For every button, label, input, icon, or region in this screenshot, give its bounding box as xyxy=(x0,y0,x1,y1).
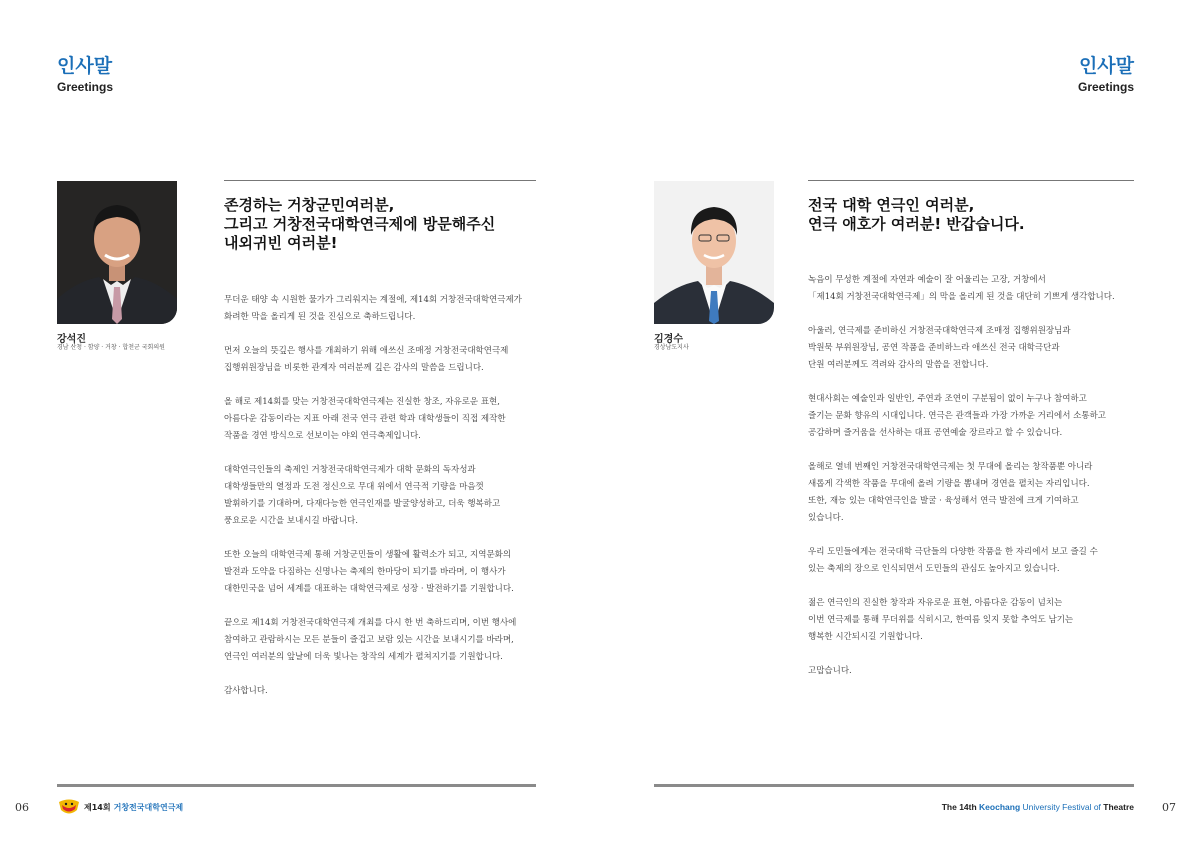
text-line: 행복한 시간되시길 기원합니다. xyxy=(808,632,923,642)
headline xyxy=(808,196,1025,234)
person-name: 김경수 xyxy=(654,334,683,345)
text-line: 집행위원장님을 비롯한 관계자 여러분께 깊은 감사의 말씀을 드립니다. xyxy=(224,363,484,373)
person-title: 경상남도지사 xyxy=(654,344,689,351)
bottom-rule xyxy=(654,784,1134,787)
paragraph xyxy=(224,547,544,598)
footer-brand xyxy=(942,802,1134,812)
headline-line: 존경하는 거창군민여러분, xyxy=(224,196,395,214)
paragraph xyxy=(224,683,544,700)
paragraph xyxy=(808,391,1138,442)
text-line: 이번 연극제를 통해 무더위를 식히시고, 한여름 잊지 못할 추억도 남기는 xyxy=(808,615,1074,625)
text-line: 「제14회 거창전국대학연극제」의 막을 올리게 된 것을 대단히 기쁘게 생각합니다. xyxy=(808,292,1115,302)
person-name: 강석진 xyxy=(57,334,86,345)
text-line: 발휘하기를 기대하며, 다재다능한 연극인재를 발굴양성하고, 더욱 행복하고 xyxy=(224,499,501,509)
text-line: 끝으로 제14회 거창전국대학연극제 개최를 다시 한 번 축하드리며, 이번 행사에 xyxy=(224,618,517,628)
headline-line: 연극 애호가 여러분! 반갑습니다. xyxy=(808,215,1025,233)
footer-edition: The 14th xyxy=(941,802,980,812)
page-number: 07 xyxy=(1162,801,1176,814)
paragraph xyxy=(808,595,1138,646)
paragraph xyxy=(808,272,1138,306)
text-line: 대학생들만의 열정과 도전 정신으로 무대 위에서 연극적 기량을 마음껏 xyxy=(224,482,484,492)
text-line: 우리 도민들에게는 전국대학 극단들의 다양한 작품을 한 자리에서 보고 즐길 수 xyxy=(808,547,1098,557)
festival-logo-icon xyxy=(58,798,80,816)
footer-theatre: Theatre xyxy=(1103,802,1134,812)
section-title xyxy=(1078,55,1134,95)
paragraph xyxy=(224,462,544,530)
footer-festival-name: University Festival of xyxy=(1020,802,1104,812)
portrait-photo xyxy=(654,181,774,324)
portrait-photo xyxy=(57,181,177,324)
top-rule xyxy=(808,180,1134,181)
text-line: 풍요로운 시간을 보내시길 바랍니다. xyxy=(224,516,358,526)
headline xyxy=(224,196,495,253)
text-line: 먼저 오늘의 뜻깊은 행사를 개최하기 위해 애쓰신 조매정 거창전국대학연극제 xyxy=(224,346,509,356)
bottom-rule xyxy=(57,784,536,787)
text-line: 또한 오늘의 대학연극제 통해 거창군민들이 생활에 활력소가 되고, 지역문화의 xyxy=(224,550,512,560)
top-rule xyxy=(224,180,536,181)
text-line: 고맙습니다. xyxy=(808,666,852,676)
text-line: 아름다운 감동이라는 지표 아래 전국 연극 관련 학과 대학생들이 직접 제작한 xyxy=(224,414,506,424)
section-title xyxy=(57,55,113,95)
section-title-english: Greetings xyxy=(1077,80,1134,94)
text-line: 연극인 여러분의 앞날에 더욱 빛나는 창작의 세계가 펼쳐지기를 기원합니다. xyxy=(224,652,503,662)
text-line: 있는 축제의 장으로 인식되면서 도민들의 관심도 높아지고 있습니다. xyxy=(808,564,1060,574)
text-line: 대한민국을 넘어 세계를 대표하는 대학연극제로 성장 · 발전하기를 기원합니다. xyxy=(224,584,514,594)
body-text xyxy=(808,272,1138,697)
section-title-korean: 인사말 xyxy=(57,55,113,77)
page-number: 06 xyxy=(15,801,29,814)
headline-line: 전국 대학 연극인 여러분, xyxy=(808,196,975,214)
text-line: 참여하고 관람하시는 모든 분들이 즐겁고 보람 있는 시간을 보내시기를 바라며, xyxy=(224,635,514,645)
text-line: 단원 여러분께도 격려와 감사의 말씀을 전합니다. xyxy=(808,360,989,370)
paragraph xyxy=(224,292,544,326)
paragraph xyxy=(224,394,544,445)
section-title-english: Greetings xyxy=(57,80,114,94)
headline-line: 그리고 거창전국대학연극제에 방문해주신 xyxy=(224,215,496,233)
text-line: 녹음이 무성한 계절에 자연과 예술이 잘 어울리는 고장, 거창에서 xyxy=(808,275,1046,285)
paragraph xyxy=(224,615,544,666)
text-line: 대학연극인들의 축제인 거창전국대학연극제가 대학 문화의 독자성과 xyxy=(224,465,476,475)
person-title: 경남 산청 · 함양 · 거창 · 합천군 국회의원 xyxy=(57,344,165,351)
footer-edition: 제14회 xyxy=(84,802,111,812)
text-line: 아울러, 연극제를 준비하신 거창전국대학연극제 조매정 집행위원장님과 xyxy=(808,326,1071,336)
text-line: 공감하며 즐거움을 선사하는 대표 공연예술 장르라고 할 수 있습니다. xyxy=(808,428,1063,438)
text-line: 있습니다. xyxy=(808,513,844,523)
paragraph xyxy=(808,323,1138,374)
footer-city: Keochang xyxy=(979,802,1021,812)
section-title-korean: 인사말 xyxy=(1078,55,1134,77)
paragraph xyxy=(808,544,1138,578)
text-line: 작품을 경연 방식으로 선보이는 야외 연극축제입니다. xyxy=(224,431,421,441)
text-line: 젊은 연극인의 진실한 창작과 자유로운 표현, 아름다운 감동이 넘치는 xyxy=(808,598,1063,608)
body-text xyxy=(224,292,544,717)
text-line: 박원묵 부위원장님, 공연 작품을 준비하느라 애쓰신 전국 대학극단과 xyxy=(808,343,1060,353)
text-line: 화려한 막을 올리게 된 것을 진심으로 축하드립니다. xyxy=(224,312,416,322)
paragraph xyxy=(224,343,544,377)
paragraph xyxy=(808,663,1138,680)
text-line: 즐기는 문화 향유의 시대입니다. 연극은 관객들과 가장 가까운 거리에서 소통하고 xyxy=(808,411,1106,421)
right-page xyxy=(596,0,1191,842)
text-line: 새롭게 각색한 작품을 무대에 올려 기량을 뽐내며 경연을 펼치는 자리입니다. xyxy=(808,479,1090,489)
text-line: 발전과 도약을 다짐하는 신명나는 축제의 한마당이 되기를 바라며, 이 행사가 xyxy=(224,567,506,577)
text-line: 올해로 열네 번째인 거창전국대학연극제는 첫 무대에 올리는 창작품뿐 아니라 xyxy=(808,462,1093,472)
text-line: 올 해로 제14회를 맞는 거창전국대학연극제는 진실한 창조, 자유로운 표현, xyxy=(224,397,500,407)
footer-brand xyxy=(58,798,183,816)
text-line: 무더운 태양 속 시원한 물가가 그리워지는 계절에, 제14회 거창전국대학연극제가 xyxy=(224,295,522,305)
headline-line: 내외귀빈 여러분! xyxy=(224,234,338,252)
text-line: 또한, 재능 있는 대학연극인을 발굴 · 육성해서 연극 발전에 크게 기여하고 xyxy=(808,496,1079,506)
left-page xyxy=(0,0,595,842)
footer-festival-name: 거창전국대학연극제 xyxy=(113,802,184,812)
text-line: 감사합니다. xyxy=(224,686,268,696)
text-line: 현대사회는 예술인과 일반인, 주연과 조연이 구분됨이 없이 누구나 참여하고 xyxy=(808,394,1087,404)
paragraph xyxy=(808,459,1138,527)
